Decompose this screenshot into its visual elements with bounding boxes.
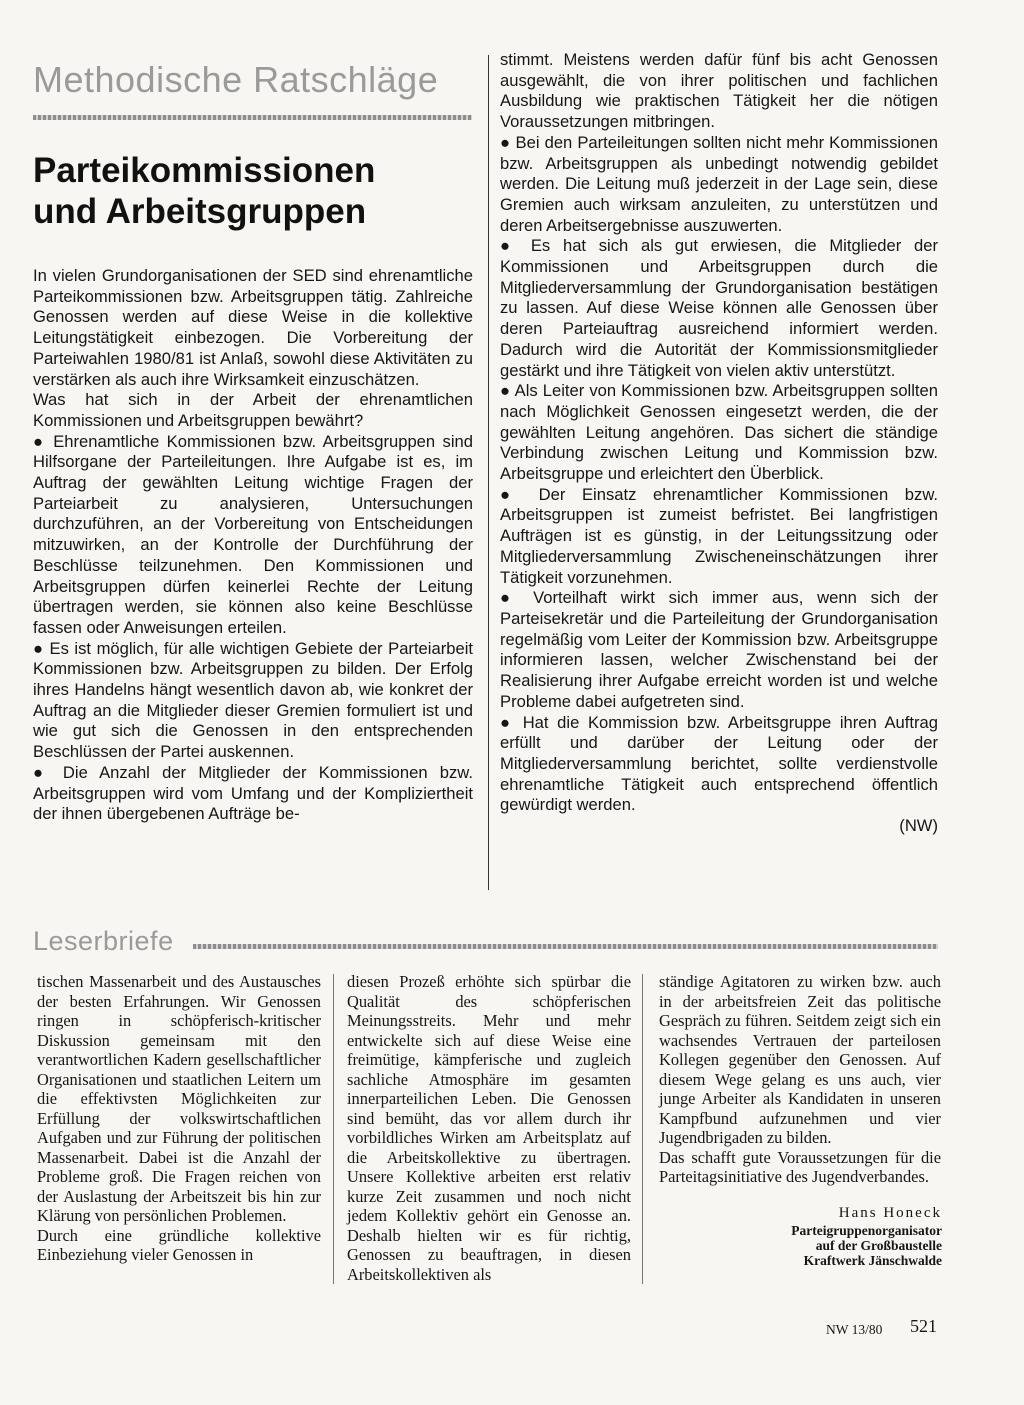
article-title-line1: Parteikommissionen [33, 151, 376, 190]
article-title [33, 150, 473, 232]
letter-signature [700, 1203, 942, 1268]
article-paragraph: ● Vorteilhaft wirkt sich immer aus, wenn sich der Parteisekretär und die Parteileitung der Grundorganisation regelmäßig vom Leiter der Kommission bzw. Arbeitsgruppe informieren lassen, welcher Zwischenstand bei der Realisierung ihrer Aufgabe erreicht worden ist und welche Probleme dabei aufgetreten sind. [500, 588, 938, 711]
letters-column-2 [347, 972, 631, 1284]
signature-location: auf der Großbaustelle [815, 1238, 942, 1253]
letter-paragraph: diesen Prozeß erhöhte sich spürbar die Qualität des schöpferischen Meinungsstreits. Mehr und mehr entwickelte sich auf diese Weise eine freimütige, kämpferische und zugleich sachliche Atmosphäre im gesamten innerparteilichen Leben. Die Genossen sind bemüht, das vor allem durch ihr vorbildliches Wirken am Arbeitsplatz auf die Arbeitskollektive zu übertragen. Unsere Kollektive arbeiten erst relativ kurze Zeit zusammen und noch nicht jedem Kollektiv gehört ein Genosse an. Deshalb hielten wir es für richtig, Genossen zu beauftragen, in diesen Arbeitskollektiven als [347, 972, 631, 1284]
article-paragraph: ● Es ist möglich, für alle wichtigen Gebiete der Parteiarbeit Kommissionen bzw. Arbeitsgruppen zu bilden. Der Erfolg ihres Handelns hängt wesentlich davon ab, wie konkret der Auftrag an die Mitglieder dieser Gremien formuliert ist und wie gut sich die Genossen in den entsprechenden Beschlüssen der Partei auskennen. [33, 638, 473, 762]
letter-paragraph: tischen Massenarbeit und des Austausches der besten Erfahrungen. Wir Genossen ringen in schöpferisch-kritischer Diskussion gemeinsam mit den verantwortlichen Kadern gesellschaftlicher Organisationen und staatlichen Leitern um die effektivsten Möglichkeiten zur Erfüllung der volkswirtschaftlichen Aufgaben und zur Führung der politischen Massenarbeit. Dabei ist die Anzahl der Probleme groß. Die Fragen reichen von der Auslastung der Arbeitszeit bis hin zur Klärung von persönlichen Problemen. [37, 972, 321, 1225]
signature-site: Kraftwerk Jänschwalde [803, 1253, 942, 1268]
letters-heading-rule [193, 944, 938, 949]
article-paragraph: ● Der Einsatz ehrenamtlicher Kommissionen bzw. Arbeitsgruppen ist zumeist befristet. Bei langfristigen Aufträgen ist es günstig, in der Leitungssitzung oder Mitgliederversammlung Zwischeneinschätzungen ihrer Tätigkeit vorzunehmen. [500, 484, 938, 587]
letters-column-3 [659, 972, 941, 1187]
signature-role: Parteigruppenorganisator [791, 1223, 942, 1238]
letters-divider-1 [333, 974, 334, 1284]
article-paragraph: ● Bei den Parteileitungen sollten nicht mehr Kommissionen bzw. Arbeitsgruppen als unbedingt notwendig gebildet werden. Die Leitung muß jederzeit in der Lage sein, diese Gremien auch wirksam anzuleiten, zu unterstützen und deren Arbeitsergebnisse auszuwerten. [500, 132, 938, 235]
article-paragraph: ● Ehrenamtliche Kommissionen bzw. Arbeitsgruppen sind Hilfsorgane der Parteileitungen. Ihre Aufgabe ist es, im Auftrag der gewählten Leitung wichtige Fragen der Parteiarbeit zu analysieren, Untersuchungen durchzuführen, an der Vorbereitung von Entscheidungen mitzuwirken, an der Kontrolle der Durchführung der Beschlüsse teilzunehmen. Den Kommissionen und Arbeitsgruppen dürfen keinerlei Rechte der Leitung übertragen werden, sie können also keine Beschlüsse fassen oder Anweisungen erteilen. [33, 431, 473, 637]
source-tag: (NW) [899, 816, 938, 836]
letter-paragraph: ständige Agitatoren zu wirken bzw. auch in der arbeitsfreien Zeit das politische Gespräch zu führen. Seitdem zeigt sich ein wachsendes Vertrauen der parteilosen Kollegen gegenüber den Genossen. Auf diesem Wege gelang es uns auch, vier junge Arbeiter als Kandidaten in unseren Kampfbund aufzunehmen und vier Jugendbrigaden zu bilden. [659, 972, 941, 1147]
letters-column-1 [37, 972, 321, 1265]
column-divider [488, 55, 489, 890]
article-paragraph: Was hat sich in der Arbeit der ehrenamtlichen Kommissionen und Arbeitsgruppen bewährt? [33, 390, 473, 430]
letter-paragraph: Durch eine gründliche kollektive Einbeziehung vieler Genossen in [37, 1225, 321, 1264]
article-paragraph: ● Als Leiter von Kommissionen bzw. Arbeitsgruppen sollten nach Möglichkeit Genossen eingesetzt werden, die der gewählten Leitung angehören. Das sichert die ständige Verbindung zwischen Leitung und Kommission bzw. Arbeitsgruppe und erleichtert den Überblick. [500, 381, 938, 484]
article-paragraph: ● Hat die Kommission bzw. Arbeitsgruppe ihren Auftrag erfüllt und darüber der Leitung oder der Mitgliederversammlung berichtet, sollte verdienstvolle ehrenamtliche Tätigkeit auch entsprechend öffentlich gewürdigt werden. [500, 712, 938, 815]
signature-name: Hans Honeck [838, 1205, 942, 1221]
article-title-line2: und Arbeitsgruppen [33, 192, 367, 231]
article-left-column [33, 266, 473, 825]
letters-heading: Leserbriefe [33, 926, 174, 956]
issue-number: NW 13/80 [826, 1322, 883, 1337]
article-paragraph: stimmt. Meistens werden dafür fünf bis acht Genossen ausgewählt, die von ihrer politischen und fachlichen Ausbildung wie praktischen Tätigkeit her die nötigen Voraussetzungen mitbringen. [500, 50, 938, 132]
page-number: 521 [910, 1316, 937, 1336]
article-paragraph: ● Es hat sich als gut erwiesen, die Mitglieder der Kommissionen und Arbeitsgruppen durch die Mitgliederversammlung der Grundorganisation bestätigen zu lassen. Auf diese Weise können alle Genossen über deren Parteiauftrag ausreichend informiert werden. Dadurch wird die Autorität der Kommissionsmitglieder gestärkt und ihre Tätigkeit von vielen aktiv unterstützt. [500, 236, 938, 380]
letters-divider-2 [642, 974, 643, 1284]
section-heading: Methodische Ratschläge [33, 59, 439, 100]
section-heading-rule [33, 115, 472, 120]
article-paragraph: In vielen Grundorganisationen der SED sind ehrenamtliche Parteikommissionen bzw. Arbeitsgruppen tätig. Zahlreiche Genossen werden auf diese Weise in die kollektive Leitungstätigkeit einbezogen. Die Vorbereitung der Parteiwahlen 1980/81 ist Anlaß, sowohl diese Aktivitäten zu verstärken als auch ihre Wirksamkeit einzuschätzen. [33, 266, 473, 389]
letter-paragraph: Das schafft gute Voraussetzungen für die Parteitagsinitiative des Jugendverbandes. [659, 1147, 941, 1186]
article-paragraph: ● Die Anzahl der Mitglieder der Kommissionen bzw. Arbeitsgruppen wird vom Umfang und der Kompliziertheit der ihnen übergebenen Aufträge be- [33, 762, 473, 824]
article-right-column [500, 50, 938, 837]
